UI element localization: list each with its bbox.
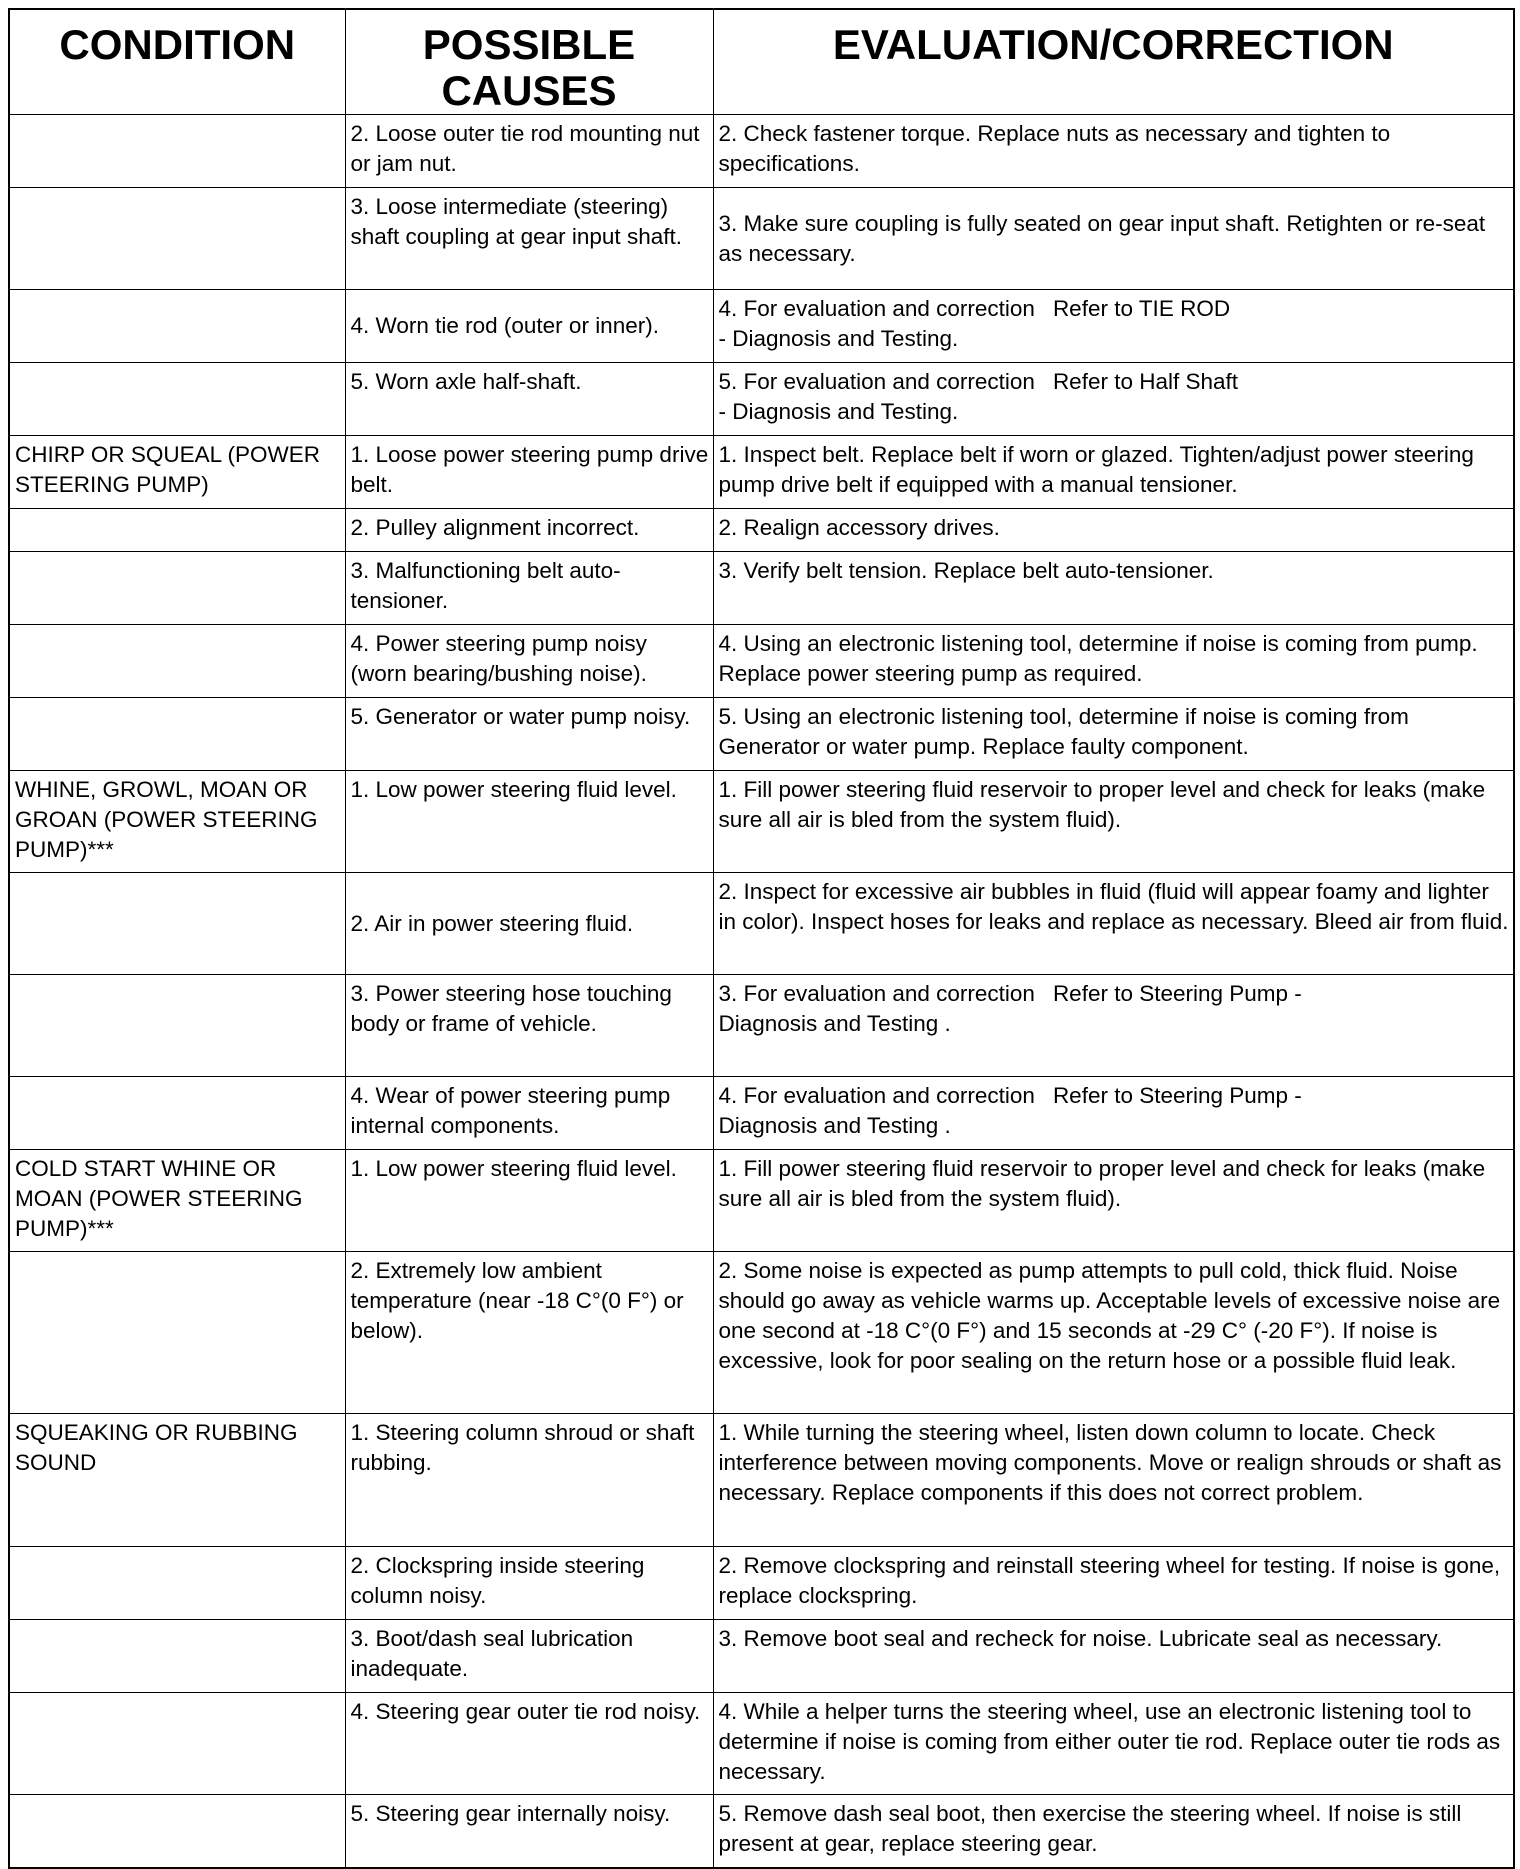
evaluation-cell: 3. Verify belt tension. Replace belt auto-tensioner. bbox=[713, 552, 1514, 625]
steering-pump-reference-link[interactable]: Refer to Steering Pump - bbox=[1052, 981, 1302, 1006]
evaluation-cell: 5. Using an electronic listening tool, determine if noise is coming from Generator or water pump. Replace faulty component. bbox=[713, 698, 1514, 771]
table-row bbox=[9, 1150, 1514, 1252]
evaluation-cell bbox=[713, 975, 1514, 1077]
cause-cell: 3. Malfunctioning belt auto-tensioner. bbox=[345, 552, 713, 625]
table-row bbox=[9, 188, 1514, 290]
evaluation-cell: 2. Inspect for excessive air bubbles in fluid (fluid will appear foamy and lighter in color). Inspect hoses for leaks and replace as necessary. Bleed air from fluid. bbox=[713, 873, 1514, 975]
diagnosis-table-page bbox=[8, 8, 1513, 1869]
steering-pump-reference-link[interactable]: Refer to Steering Pump - bbox=[1052, 1083, 1302, 1108]
header-possible-causes-line1: POSSIBLE bbox=[422, 21, 636, 68]
half-shaft-reference-link[interactable]: Refer to Half Shaft bbox=[1052, 369, 1239, 394]
header-possible-causes bbox=[345, 9, 713, 115]
condition-cell bbox=[9, 1795, 345, 1868]
condition-cell bbox=[9, 873, 345, 975]
cause-cell: 5. Steering gear internally noisy. bbox=[345, 1795, 713, 1868]
cause-cell: 2. Loose outer tie rod mounting nut or jam nut. bbox=[345, 115, 713, 188]
table-row bbox=[9, 1252, 1514, 1414]
header-possible-causes-line2: CAUSES bbox=[441, 67, 617, 114]
condition-cell bbox=[9, 1252, 345, 1414]
condition-cell: CHIRP OR SQUEAL (POWER STEERING PUMP) bbox=[9, 436, 345, 509]
evaluation-text: 5. For evaluation and correction bbox=[718, 369, 1035, 394]
condition-cell bbox=[9, 290, 345, 363]
header-evaluation-correction: EVALUATION/CORRECTION bbox=[713, 9, 1514, 115]
table-row bbox=[9, 771, 1514, 873]
evaluation-cell: 4. While a helper turns the steering wheel, use an electronic listening tool to determine if noise is coming from either outer tie rod. Replace outer tie rods as necessary. bbox=[713, 1693, 1514, 1795]
condition-cell bbox=[9, 509, 345, 552]
evaluation-cell: 1. Fill power steering fluid reservoir to proper level and check for leaks (make sure all air is bled from the system fluid). bbox=[713, 1150, 1514, 1252]
cause-cell: 2. Clockspring inside steering column noisy. bbox=[345, 1547, 713, 1620]
evaluation-cell: 2. Remove clockspring and reinstall steering wheel for testing. If noise is gone, replace clockspring. bbox=[713, 1547, 1514, 1620]
table-row bbox=[9, 873, 1514, 975]
table-row bbox=[9, 625, 1514, 698]
table-row bbox=[9, 1693, 1514, 1795]
table-row bbox=[9, 1795, 1514, 1868]
table-row bbox=[9, 1620, 1514, 1693]
evaluation-text-continued: - Diagnosis and Testing. bbox=[718, 399, 959, 424]
evaluation-cell: 4. Using an electronic listening tool, determine if noise is coming from pump. Replace power steering pump as required. bbox=[713, 625, 1514, 698]
evaluation-text-continued: Diagnosis and Testing . bbox=[718, 1113, 951, 1138]
condition-cell bbox=[9, 625, 345, 698]
cause-cell: 4. Wear of power steering pump internal components. bbox=[345, 1077, 713, 1150]
evaluation-cell bbox=[713, 363, 1514, 436]
cause-cell: 4. Power steering pump noisy (worn bearing/bushing noise). bbox=[345, 625, 713, 698]
table-row bbox=[9, 115, 1514, 188]
condition-cell bbox=[9, 188, 345, 290]
table-row bbox=[9, 975, 1514, 1077]
cause-cell: 3. Loose intermediate (steering) shaft coupling at gear input shaft. bbox=[345, 188, 713, 290]
cause-cell: 3. Boot/dash seal lubrication inadequate. bbox=[345, 1620, 713, 1693]
condition-cell bbox=[9, 115, 345, 188]
table-row bbox=[9, 1414, 1514, 1547]
evaluation-cell: 1. Fill power steering fluid reservoir to proper level and check for leaks (make sure all air is bled from the system fluid). bbox=[713, 771, 1514, 873]
condition-cell: COLD START WHINE OR MOAN (POWER STEERING PUMP)*** bbox=[9, 1150, 345, 1252]
cause-cell: 1. Loose power steering pump drive belt. bbox=[345, 436, 713, 509]
header-row bbox=[9, 9, 1514, 115]
condition-cell: WHINE, GROWL, MOAN OR GROAN (POWER STEERING PUMP)*** bbox=[9, 771, 345, 873]
cause-cell: 1. Low power steering fluid level. bbox=[345, 1150, 713, 1252]
evaluation-cell bbox=[713, 290, 1514, 363]
cause-cell: 5. Worn axle half-shaft. bbox=[345, 363, 713, 436]
cause-cell: 2. Pulley alignment incorrect. bbox=[345, 509, 713, 552]
table-row bbox=[9, 436, 1514, 509]
evaluation-cell: 1. While turning the steering wheel, listen down column to locate. Check interference between moving components. Move or realign shrouds or shaft as necessary. Replace components if this does not correct problem. bbox=[713, 1414, 1514, 1547]
cause-cell: 2. Air in power steering fluid. bbox=[345, 873, 713, 975]
table-row bbox=[9, 698, 1514, 771]
cause-cell: 2. Extremely low ambient temperature (near -18 C°(0 F°) or below). bbox=[345, 1252, 713, 1414]
diagnosis-table bbox=[8, 8, 1515, 1869]
condition-cell bbox=[9, 1077, 345, 1150]
evaluation-text: 3. For evaluation and correction bbox=[718, 981, 1035, 1006]
table-row bbox=[9, 1547, 1514, 1620]
cause-cell: 1. Steering column shroud or shaft rubbing. bbox=[345, 1414, 713, 1547]
cause-cell: 3. Power steering hose touching body or frame of vehicle. bbox=[345, 975, 713, 1077]
evaluation-cell: 1. Inspect belt. Replace belt if worn or glazed. Tighten/adjust power steering pump drive belt if equipped with a manual tensioner. bbox=[713, 436, 1514, 509]
condition-cell bbox=[9, 1620, 345, 1693]
cause-cell: 4. Worn tie rod (outer or inner). bbox=[345, 290, 713, 363]
evaluation-text: 4. For evaluation and correction bbox=[718, 296, 1035, 321]
table-row bbox=[9, 552, 1514, 625]
evaluation-cell: 2. Some noise is expected as pump attempts to pull cold, thick fluid. Noise should go away as vehicle warms up. Acceptable levels of excessive noise are one second at -18 C°(0 F°) and 15 seconds at -29 C° (-20 F°). If noise is excessive, look for poor sealing on the return hose or a possible fluid leak. bbox=[713, 1252, 1514, 1414]
header-condition: CONDITION bbox=[9, 9, 345, 115]
table-row bbox=[9, 1077, 1514, 1150]
table-row bbox=[9, 363, 1514, 436]
evaluation-text-continued: - Diagnosis and Testing. bbox=[718, 326, 959, 351]
evaluation-cell: 5. Remove dash seal boot, then exercise the steering wheel. If noise is still present at gear, replace steering gear. bbox=[713, 1795, 1514, 1868]
evaluation-cell: 3. Make sure coupling is fully seated on gear input shaft. Retighten or re-seat as necessary. bbox=[713, 188, 1514, 290]
evaluation-cell: 2. Realign accessory drives. bbox=[713, 509, 1514, 552]
condition-cell bbox=[9, 552, 345, 625]
cause-cell: 5. Generator or water pump noisy. bbox=[345, 698, 713, 771]
condition-cell bbox=[9, 363, 345, 436]
table-row bbox=[9, 290, 1514, 363]
condition-cell bbox=[9, 1693, 345, 1795]
cause-cell: 4. Steering gear outer tie rod noisy. bbox=[345, 1693, 713, 1795]
tie-rod-reference-link[interactable]: Refer to TIE ROD bbox=[1052, 296, 1231, 321]
evaluation-cell: 2. Check fastener torque. Replace nuts as necessary and tighten to specifications. bbox=[713, 115, 1514, 188]
condition-cell bbox=[9, 698, 345, 771]
cause-cell: 1. Low power steering fluid level. bbox=[345, 771, 713, 873]
condition-cell bbox=[9, 975, 345, 1077]
condition-cell: SQUEAKING OR RUBBING SOUND bbox=[9, 1414, 345, 1547]
evaluation-cell: 3. Remove boot seal and recheck for noise. Lubricate seal as necessary. bbox=[713, 1620, 1514, 1693]
evaluation-text: 4. For evaluation and correction bbox=[718, 1083, 1035, 1108]
evaluation-cell bbox=[713, 1077, 1514, 1150]
condition-cell bbox=[9, 1547, 345, 1620]
table-row bbox=[9, 509, 1514, 552]
evaluation-text-continued: Diagnosis and Testing . bbox=[718, 1011, 951, 1036]
